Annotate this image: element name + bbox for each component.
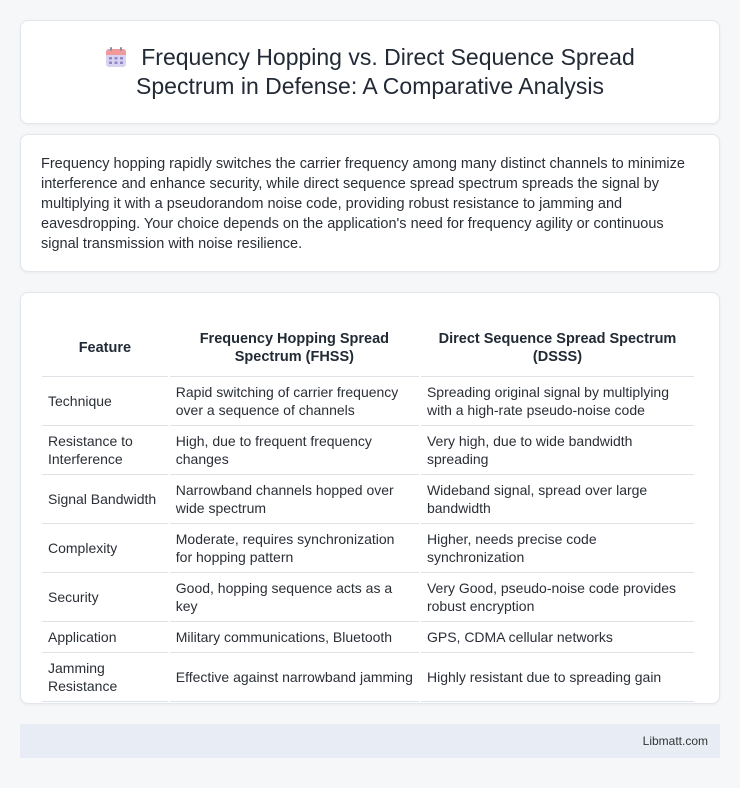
dsss-cell: GPS, CDMA cellular networks: [421, 622, 694, 653]
dsss-cell: Very Good, pseudo-noise code provides robust encryption: [421, 573, 694, 622]
feature-cell: Resistance to Interference: [42, 426, 168, 475]
dsss-cell: Very high, due to wide bandwidth spreading: [421, 426, 694, 475]
table-row: [42, 377, 694, 426]
fhss-cell: Moderate, requires synchronization for hopping pattern: [170, 524, 419, 573]
comparison-table: [40, 313, 696, 702]
dsss-cell: Spreading original signal by multiplying with a high-rate pseudo-noise code: [421, 377, 694, 426]
feature-cell: Jamming Resistance: [42, 653, 168, 702]
intro-card: [20, 134, 720, 272]
table-row: [42, 653, 694, 702]
fhss-cell: Military communications, Bluetooth: [170, 622, 419, 653]
table-row: [42, 524, 694, 573]
table-row: [42, 426, 694, 475]
table-row: [42, 622, 694, 653]
dsss-cell: Wideband signal, spread over large bandwidth: [421, 475, 694, 524]
footer-site-link[interactable]: Libmatt.com: [642, 734, 708, 748]
fhss-cell: High, due to frequent frequency changes: [170, 426, 419, 475]
title-card: [20, 20, 720, 124]
footer: [20, 724, 720, 758]
fhss-cell: Effective against narrowband jamming: [170, 653, 419, 702]
header-fhss: Frequency Hopping Spread Spectrum (FHSS): [170, 313, 419, 377]
page-title: [80, 43, 660, 101]
feature-cell: Signal Bandwidth: [42, 475, 168, 524]
comparison-table-card: [20, 292, 720, 704]
fhss-cell: Good, hopping sequence acts as a key: [170, 573, 419, 622]
feature-cell: Technique: [42, 377, 168, 426]
table-row: [42, 573, 694, 622]
feature-cell: Complexity: [42, 524, 168, 573]
header-feature: Feature: [42, 313, 168, 377]
header-dsss: Direct Sequence Spread Spectrum (DSSS): [421, 313, 694, 377]
feature-cell: Application: [42, 622, 168, 653]
intro-paragraph: Frequency hopping rapidly switches the carrier frequency among many distinct channels to minimize interference and enhance security, while direct sequence spread spectrum spreads the signal by multiplying it with a pseudorandom noise code, providing robust resistance to jamming and eavesdropping. Your choice depends on the application's need for frequency agility or continuous signal transmission with noise resilience.: [41, 156, 685, 252]
page-title-text: Frequency Hopping vs. Direct Sequence Spread Spectrum in Defense: A Comparative Analysis: [136, 44, 635, 99]
table-header-row: [42, 313, 694, 377]
fhss-cell: Narrowband channels hopped over wide spectrum: [170, 475, 419, 524]
fhss-cell: Rapid switching of carrier frequency over a sequence of channels: [170, 377, 419, 426]
feature-cell: Security: [42, 573, 168, 622]
dsss-cell: Higher, needs precise code synchronization: [421, 524, 694, 573]
calendar-icon: [105, 46, 127, 68]
table-row: [42, 475, 694, 524]
dsss-cell: Highly resistant due to spreading gain: [421, 653, 694, 702]
